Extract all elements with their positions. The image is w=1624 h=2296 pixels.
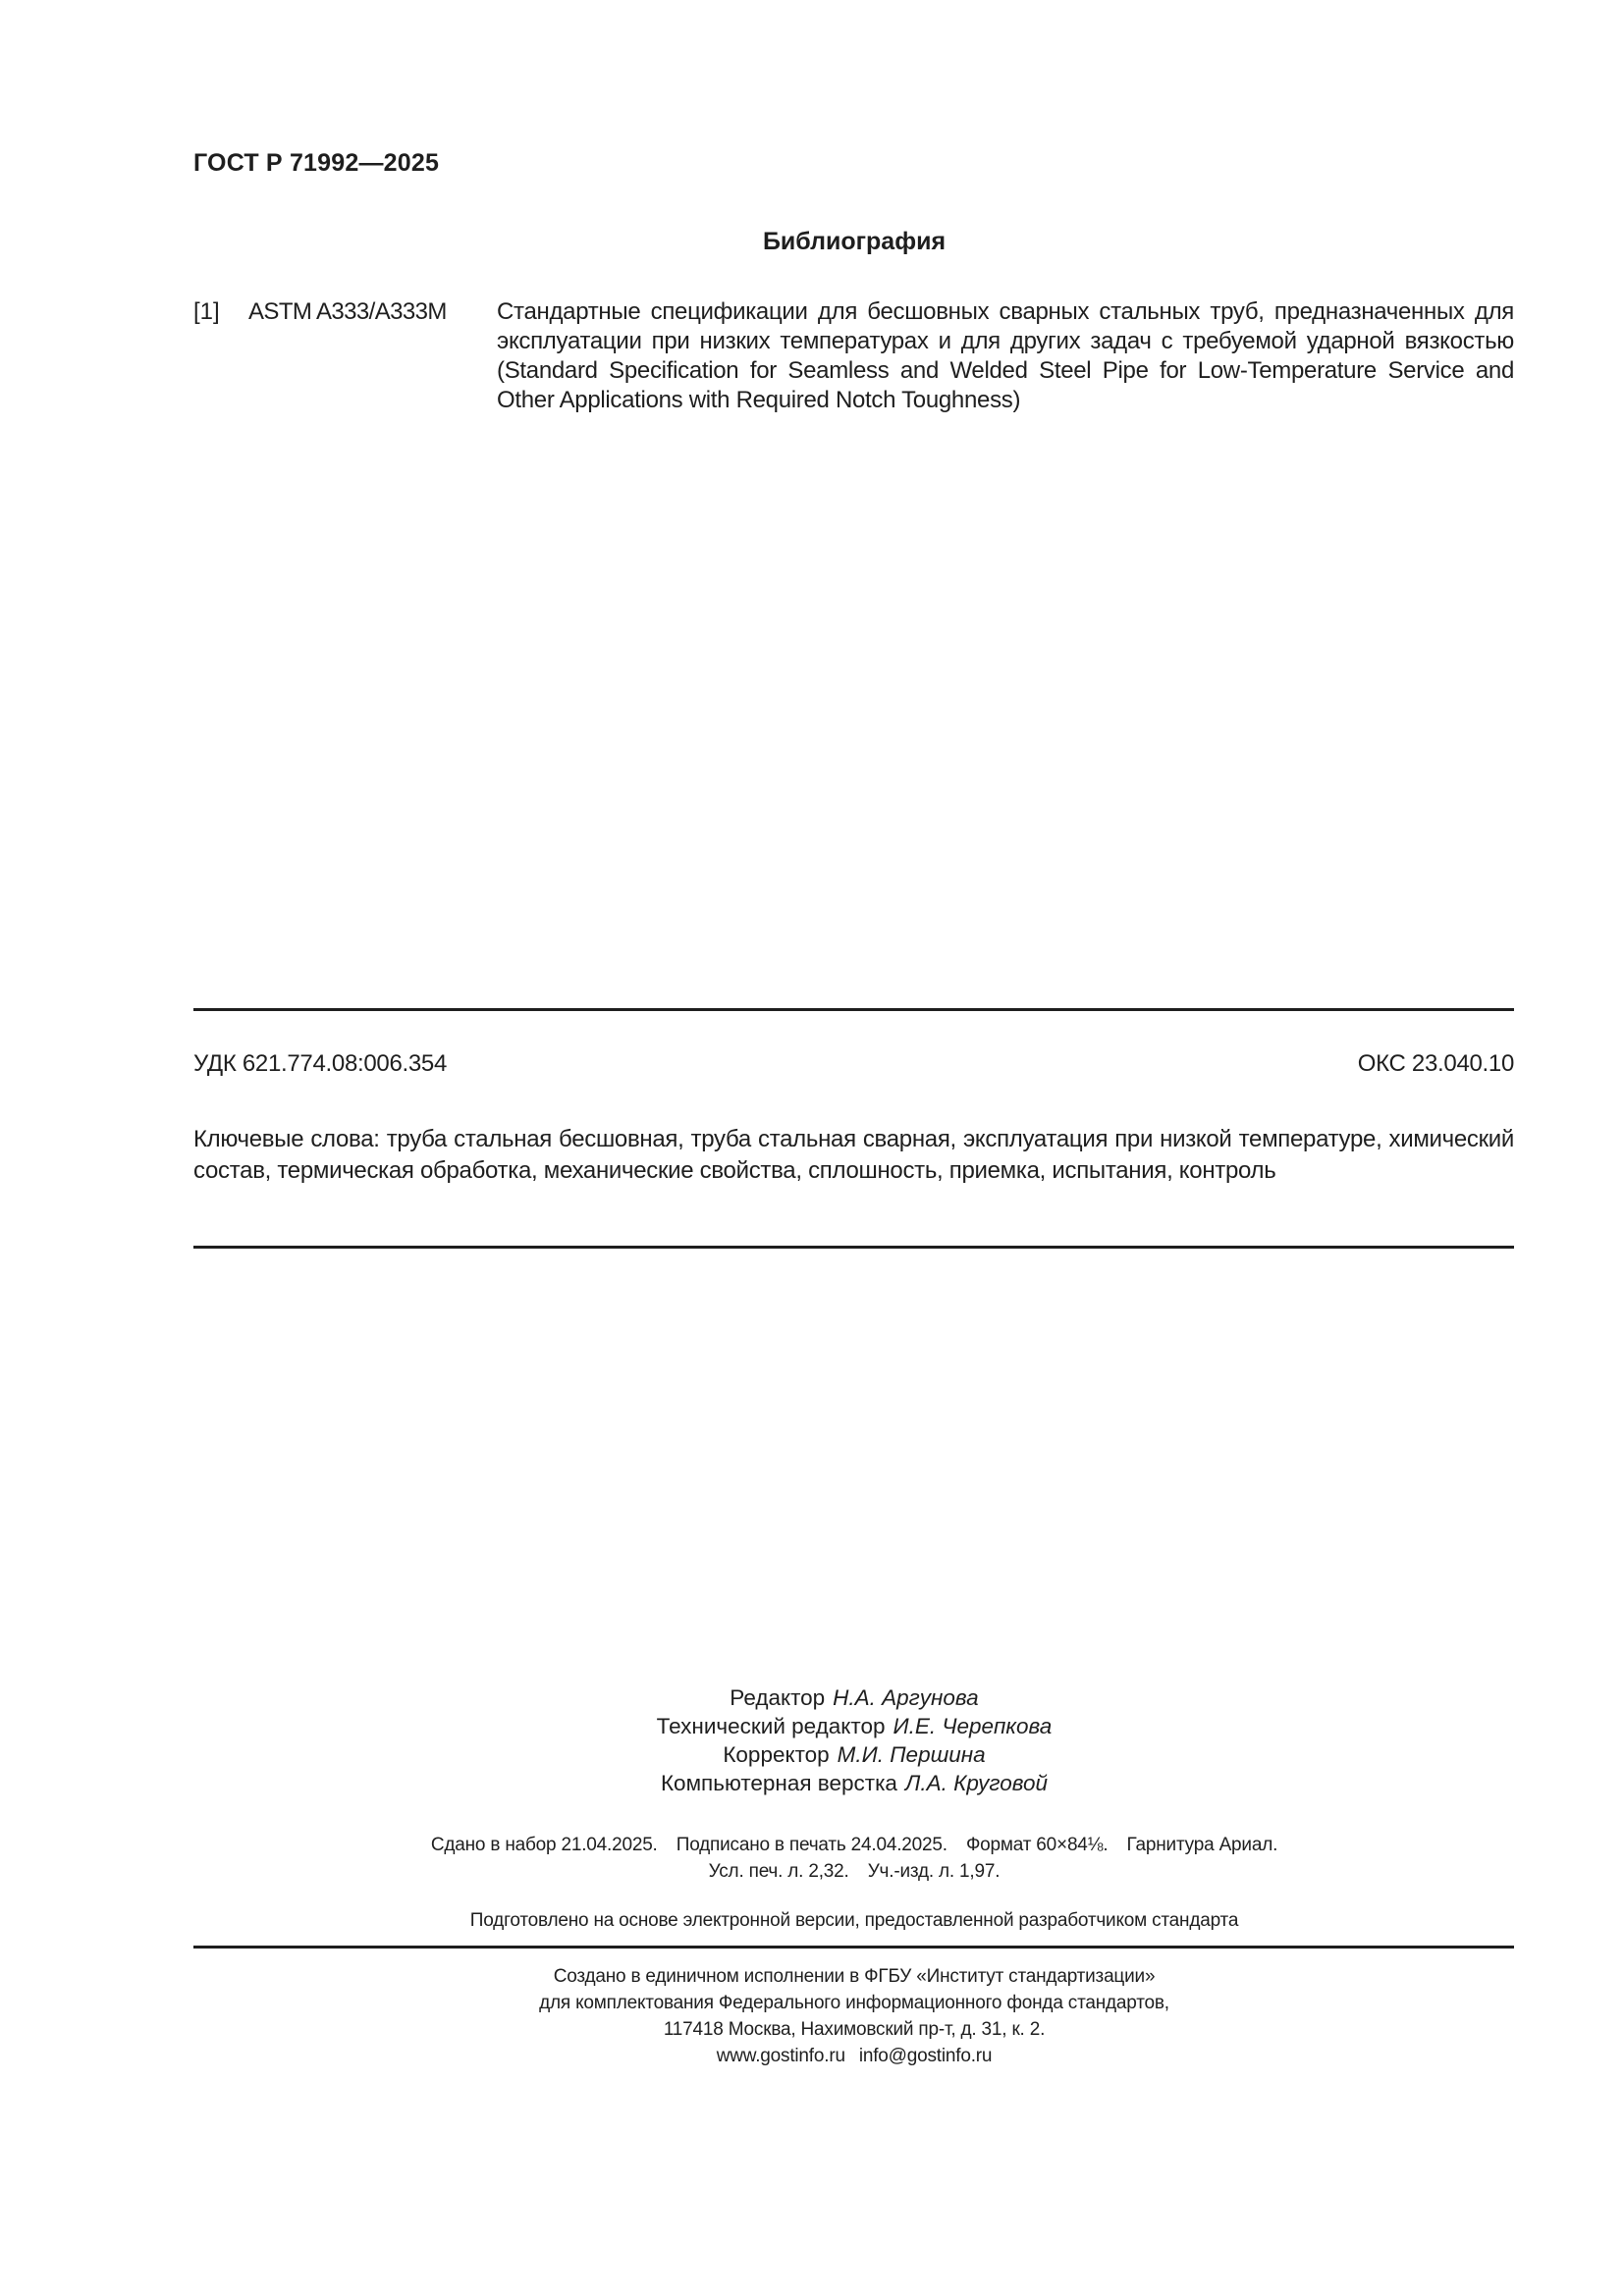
print-sheets: Усл. печ. л. 2,32. — [708, 1861, 849, 1882]
entry-number: [1] — [193, 298, 220, 325]
entry-code: ASTM A333/A333M — [248, 298, 447, 325]
website-link[interactable]: www.gostinfo.ru — [716, 2046, 845, 2066]
keywords: Ключевые слова: труба стальная бесшовная, труба стальная сварная, эксплуатация при низкой температуре, химический состав, термическая обработка, механические свойства, сплошность, приемка, испытания, контроль — [193, 1126, 1514, 1184]
publisher-info — [0, 1963, 1624, 2069]
credits-block — [0, 1683, 1624, 1797]
divider-bottom — [193, 1946, 1514, 1949]
entry-description: Стандартные спецификации для бесшовных сварных стальных труб, предназначенных для эксплуатации при низких температурах и для других задач с требуемой ударной вязкостью (Standard Specification for Seamless and Welded Steel Pipe for Low-Temperature Service and Other Applications with Required Notch Toughness) — [497, 298, 1514, 413]
typeface: Гарнитура Ариал. — [1126, 1835, 1278, 1855]
publisher-line-2: для комплектования Федерального информационного фонда стандартов, — [539, 1993, 1169, 2013]
credit-role: Компьютерная верстка — [660, 1771, 897, 1795]
paper-format: Формат 60×84⅛. — [965, 1835, 1109, 1855]
publisher-contacts — [0, 2043, 1624, 2069]
publisher-sheets: Уч.-изд. л. 1,97. — [867, 1861, 1001, 1882]
submitted-date: Сдано в набор 21.04.2025. — [430, 1835, 658, 1855]
credit-name: М.И. Першина — [837, 1742, 986, 1767]
udk-code: УДК 621.774.08:006.354 — [193, 1050, 448, 1077]
credit-proofreader — [0, 1740, 1624, 1769]
divider-top — [193, 1008, 1514, 1011]
bibliography-title: Библиография — [762, 228, 947, 255]
document-code: ГОСТ Р 71992—2025 — [193, 149, 440, 177]
credit-editor — [0, 1683, 1624, 1712]
publisher-line-1: Создано в единичном исполнении в ФГБУ «Институт стандартизации» — [553, 1966, 1156, 1987]
credit-layout — [0, 1769, 1624, 1797]
publisher-address: 117418 Москва, Нахимовский пр-т, д. 31, к. 2. — [663, 2019, 1046, 2040]
print-info-line-2 — [0, 1858, 1624, 1885]
divider-middle — [193, 1246, 1514, 1249]
credit-name: Н.А. Аргунова — [833, 1685, 979, 1710]
prepared-note: Подготовлено на основе электронной версии, предоставленной разработчиком стандарта — [469, 1910, 1239, 1931]
credit-name: Л.А. Круговой — [904, 1771, 1049, 1795]
credit-role: Технический редактор — [656, 1714, 886, 1738]
signed-date: Подписано в печать 24.04.2025. — [676, 1835, 947, 1855]
credit-name: И.Е. Черепкова — [893, 1714, 1053, 1738]
credit-role: Корректор — [723, 1742, 830, 1767]
credit-tech-editor — [0, 1712, 1624, 1740]
email-link[interactable]: info@gostinfo.ru — [858, 2046, 993, 2066]
credit-role: Редактор — [730, 1685, 826, 1710]
print-info — [0, 1832, 1624, 1885]
oks-code: ОКС 23.040.10 — [1357, 1050, 1514, 1077]
print-info-line-1 — [0, 1832, 1624, 1858]
